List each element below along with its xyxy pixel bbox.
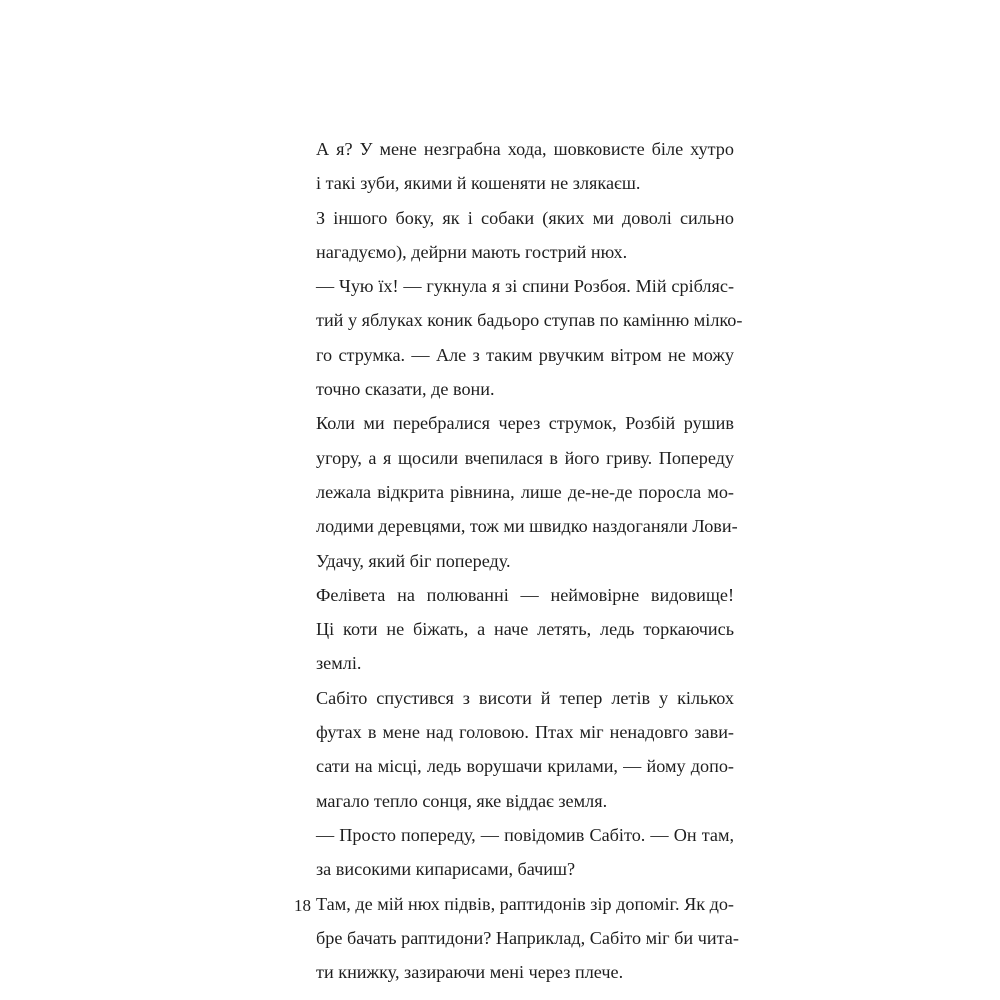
body-text: [294, 132, 743, 989]
text-line: го струмка. — Але з таким рвучким вітром не можу: [316, 344, 734, 365]
text-line: — Просто попереду, — повідомив Сабіто. — Он там,: [316, 824, 734, 845]
paragraph: [294, 681, 734, 818]
text-line: лежала відкрита рівнина, лише де-не-де поросла мо-: [316, 481, 734, 502]
text-line: тий у яблуках коник бадьоро ступав по камінню мілко-: [316, 310, 743, 331]
text-line: футах в мене над головою. Птах міг ненадовго зави-: [316, 722, 734, 743]
text-line: Там, де мій нюх підвів, раптидонів зір допоміг. Як до-: [316, 893, 734, 914]
paragraph: [294, 132, 734, 201]
text-line: бре бачать раптидони? Наприклад, Сабіто міг би чита-: [316, 927, 739, 948]
text-line: і такі зуби, якими й кошеняти не злякаєш.: [316, 173, 641, 194]
text-line: точно сказати, де вони.: [316, 379, 495, 400]
text-line: — Чую їх! — гукнула я зі спини Розбоя. Мій срібляс-: [316, 276, 734, 297]
paragraph: [294, 887, 739, 990]
paragraph: [294, 269, 743, 406]
paragraph: [294, 818, 734, 887]
text-line: Сабіто спустився з висоти й тепер летів у кількох: [316, 687, 734, 708]
text-line: за високими кипарисами, бачиш?: [316, 859, 576, 880]
text-line: ти книжку, зазираючи мені через плече.: [316, 962, 624, 983]
text-line: Коли ми перебралися через струмок, Розбій рушив: [316, 413, 734, 434]
paragraph: [294, 201, 734, 270]
text-line: землі.: [316, 653, 362, 674]
paragraph: [294, 406, 738, 577]
text-line: А я? У мене незграбна хода, шовковисте біле хутро: [316, 139, 734, 159]
paragraph: [294, 578, 734, 681]
text-line: сати на місці, ледь ворушачи крилами, — йому допо-: [316, 756, 734, 777]
page-number: 18: [294, 896, 311, 915]
text-line: угору, а я щосили вчепилася в його гриву. Попереду: [316, 447, 734, 468]
text-line: Ці коти не біжать, а наче летять, ледь торкаючись: [316, 619, 734, 640]
text-line: лодими деревцями, тож ми швидко наздоганяли Лови-: [316, 516, 738, 537]
text-line: магало тепло сонця, яке віддає земля.: [316, 790, 608, 811]
text-line: Удачу, який біг попереду.: [316, 550, 511, 571]
text-line: Фелівета на полюванні — неймовірне видовище!: [316, 584, 734, 605]
text-line: З іншого боку, як і собаки (яких ми доволі сильно: [316, 207, 734, 228]
text-line: нагадуємо), дейрни мають гострий нюх.: [316, 241, 628, 262]
